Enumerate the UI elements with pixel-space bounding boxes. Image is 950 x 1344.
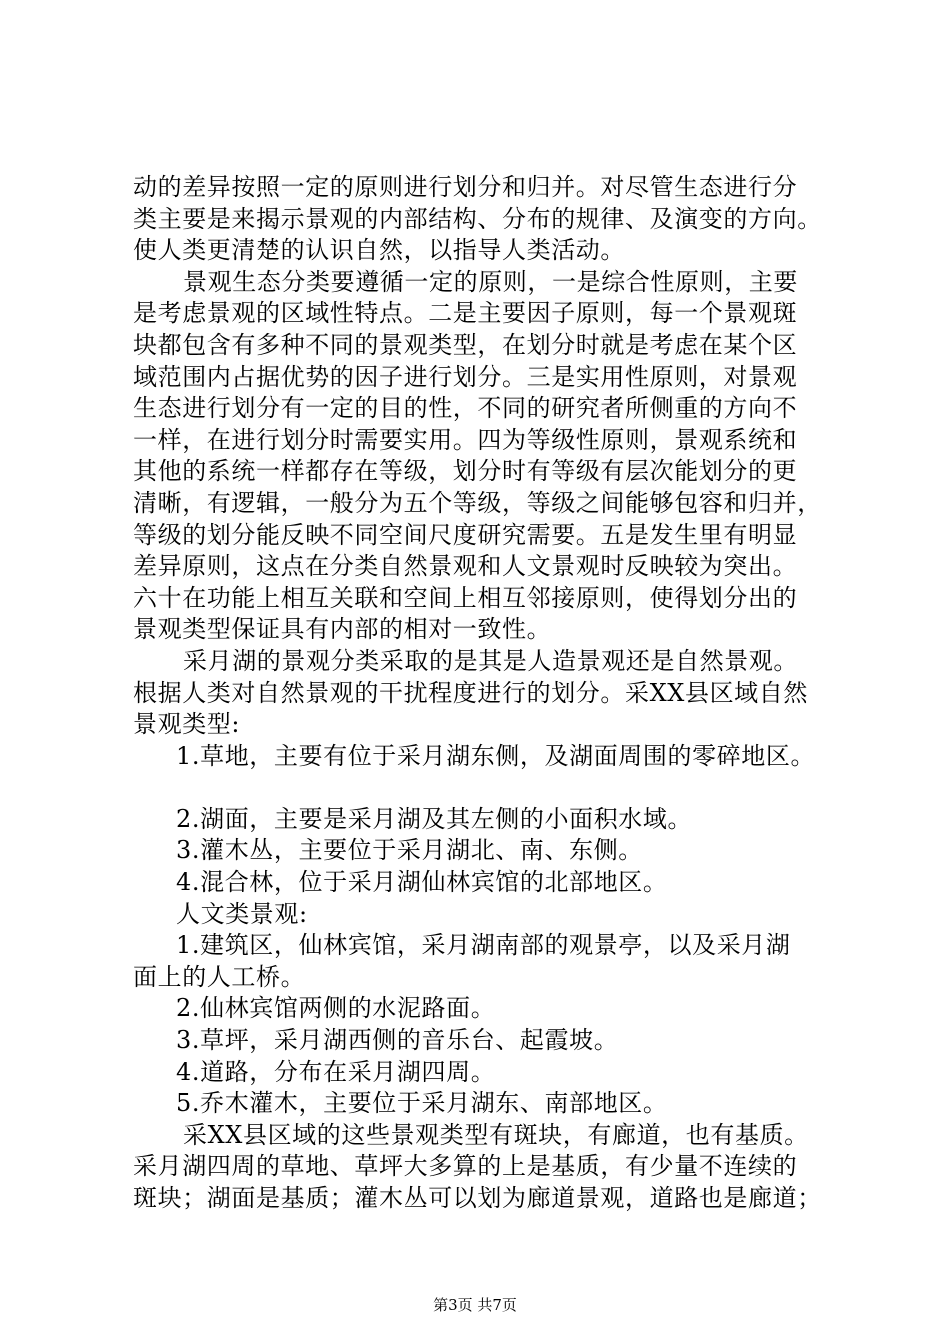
document-body <box>133 172 833 1215</box>
section-heading-cultural: 人文类景观: <box>176 899 308 928</box>
list-item-natural-2: 2.湖面，主要是采月湖及其左侧的小面积水域。 <box>176 804 693 833</box>
paragraph-start-line: 采XX县区域的这些景观类型有斑块，有廊道，也有基质。 <box>183 1120 809 1149</box>
text-line: 景观类型: <box>133 710 241 739</box>
list-item-cultural-4: 4.道路，分布在采月湖四周。 <box>176 1057 496 1086</box>
paragraph-start-line: 采月湖的景观分类采取的是其是人造景观还是自然景观。 <box>183 646 798 675</box>
list-item-cultural-5: 5.乔木灌木，主要位于采月湖东、南部地区。 <box>176 1089 668 1118</box>
text-line: 斑块；湖面是基质；灌木丛可以划为廊道景观，道路也是廊道； <box>133 1184 822 1212</box>
list-item-natural-4: 4.混合林，位于采月湖仙林宾馆的北部地区。 <box>176 868 668 897</box>
page-number-label: 第3页 共7页 <box>433 1296 517 1314</box>
text-line: 采月湖四周的草地、草坪大多算的上是基质，有少量不连续的 <box>133 1152 798 1181</box>
list-item-cultural-2: 2.仙林宾馆两侧的水泥路面。 <box>176 994 496 1023</box>
text-line: 块都包含有多种不同的景观类型，在划分时就是考虑在某个区 <box>133 330 798 359</box>
paragraph-start-line: 景观生态分类要遵循一定的原则，一是综合性原则，主要 <box>183 267 798 296</box>
list-item-cultural-3: 3.草坪，采月湖西侧的音乐台、起霞坡。 <box>176 1026 619 1055</box>
text-line: 六十在功能上相互关联和空间上相互邻接原则，使得划分出的 <box>133 583 798 612</box>
page-footer <box>0 1294 950 1315</box>
list-item-cultural-1: 1.建筑区，仙林宾馆，采月湖南部的观景亭，以及采月湖 <box>176 931 791 960</box>
text-line: 面上的人工桥。 <box>133 962 306 991</box>
text-line: 等级的划分能反映不同空间尺度研究需要。五是发生里有明显 <box>133 520 798 549</box>
text-line: 其他的系统一样都存在等级，划分时有等级有层次能划分的更 <box>133 457 798 486</box>
text-line: 类主要是来揭示景观的内部结构、分布的规律、及演变的方向。 <box>133 204 822 233</box>
text-line: 一样，在进行划分时需要实用。四为等级性原则，景观系统和 <box>133 425 798 454</box>
text-line: 是考虑景观的区域性特点。二是主要因子原则，每一个景观斑 <box>133 299 798 328</box>
text-line: 生态进行划分有一定的目的性，不同的研究者所侧重的方向不 <box>133 394 798 423</box>
text-line: 根据人类对自然景观的干扰程度进行的划分。采XX县区域自然 <box>133 678 808 707</box>
list-item-natural-3: 3.灌木丛，主要位于采月湖北、南、东侧。 <box>176 836 643 865</box>
text-line: 域范围内占据优势的因子进行划分。三是实用性原则，对景观 <box>133 362 798 391</box>
text-line: 清晰，有逻辑，一般分为五个等级，等级之间能够包容和归并， <box>133 488 822 517</box>
text-line: 使人类更清楚的认识自然，以指导人类活动。 <box>133 236 625 265</box>
list-item-natural-1: 1.草地，主要有位于采月湖东侧，及湖面周围的零碎地区。 <box>176 741 816 770</box>
text-line: 动的差异按照一定的原则进行划分和归并。对尽管生态进行分 <box>133 173 798 201</box>
text-line: 差异原则，这点在分类自然景观和人文景观时反映较为突出。 <box>133 552 798 581</box>
text-line: 景观类型保证具有内部的相对一致性。 <box>133 615 552 644</box>
blank-line <box>133 772 833 804</box>
